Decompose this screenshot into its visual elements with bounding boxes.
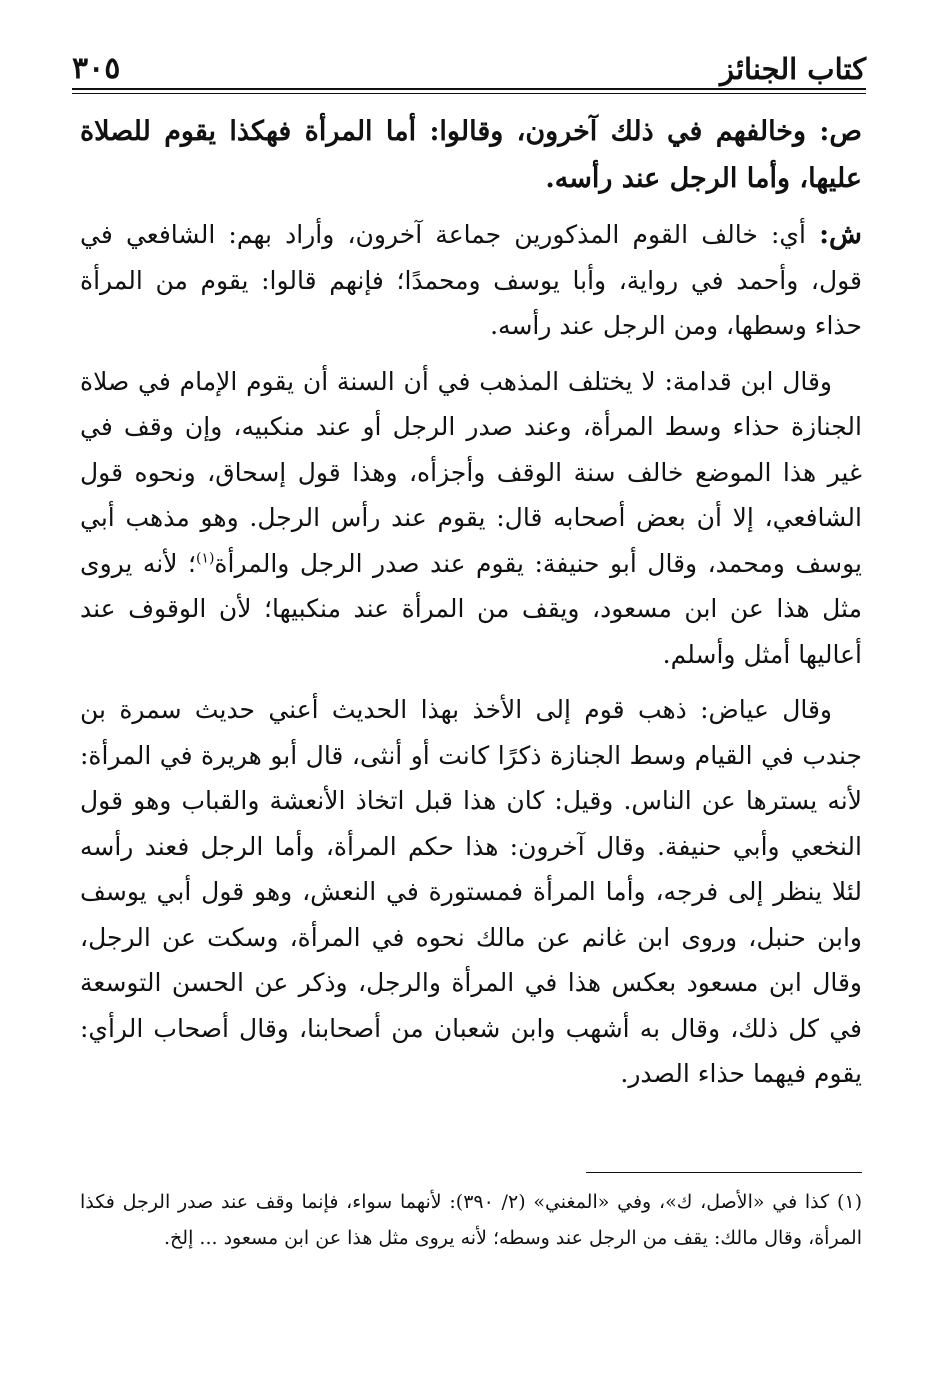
- page-number: ٣٠٥: [72, 51, 121, 86]
- iyad-paragraph: [80, 687, 862, 1097]
- ibn-qudama-paragraph: [80, 359, 862, 678]
- matn-text: وخالفهم في ذلك آخرون، وقالوا: أما المرأة فهكذا يقوم للصلاة عليها، وأما الرجل عند رأسه.: [80, 116, 862, 194]
- footnote-reference[interactable]: (١): [195, 550, 215, 567]
- iyad-text: وقال عياض: ذهب قوم إلى الأخذ بهذا الحديث أعني حديث سمرة بن جندب في القيام وسط الجنازة ذكرًا كانت أو أنثى، قال أبو هريرة في المرأة: لأنه يسترها عن الناس. وقيل: كان هذا قبل اتخاذ الأنعشة والقباب وهو قول النخعي وأبي حنيفة. وقال آخرون: هذا حكم المرأة، وأما الرجل فعند رأسه لئلا ينظر إلى فرجه، وأما المرأة فمستورة في النعش، وهو قول أبي يوسف وابن حنبل، وروى ابن غانم عن مالك نحوه في المرأة، وسكت عن الرجل، وقال ابن مسعود بعكس هذا في المرأة والرجل، وذكر عن الحسن التوسعة في كل ذلك، وقال به أشهب وابن شعبان من أصحابنا، وقال أصحاب الرأي: يقوم فيهما حذاء الصدر.: [80, 695, 862, 1088]
- matn-paragraph: [80, 108, 862, 202]
- main-text: [80, 108, 862, 1107]
- running-title: كتاب الجنائز: [719, 52, 866, 86]
- header-divider: [72, 88, 866, 94]
- matn-marker: ص:: [819, 116, 862, 147]
- footnote-text: (١) كذا في «الأصل، ك»، وفي «المغني» (٢/ ٣٩٠): لأنهما سواء، فإنما وقف عند صدر الرجل فكذا المرأة، وقال مالك: يقف من الرجل عند وسطه؛ لأنه يروى مثل هذا عن ابن مسعود ... إلخ.: [80, 1191, 862, 1249]
- sharh-marker: ش:: [819, 219, 862, 250]
- sharh-paragraph: [80, 212, 862, 349]
- ibn-qudama-text-continued: ؛ لأنه يروى مثل هذا عن ابن مسعود، ويقف من المرأة عند منكبيها؛ لأن الوقوف عند أعاليها أمثل وأسلم.: [80, 548, 862, 669]
- ibn-qudama-text: وقال ابن قدامة: لا يختلف المذهب في أن السنة أن يقوم الإمام في صلاة الجنازة حذاء وسط المرأة، وعند صدر الرجل أو عند منكبيه، وإن وقف في غير هذا الموضع خالف سنة الوقف وأجزأه، وهذا قول إسحاق، ونحوه قول الشافعي، إلا أن بعض أصحابه قال: يقوم عند رأس الرجل. وهو مذهب أبي يوسف ومحمد، وقال أبو حنيفة: يقوم عند صدر الرجل والمرأة: [80, 366, 863, 578]
- footnote: [80, 1184, 862, 1256]
- page-header: [72, 36, 866, 84]
- footnote-divider: [586, 1172, 862, 1173]
- sharh-text: أي: خالف القوم المذكورين جماعة آخرون، وأراد بهم: الشافعي في قول، وأحمد في رواية، وأبا يوسف ومحمدًا؛ فإنهم قالوا: يقوم من المرأة حذاء وسطها، ومن الرجل عند رأسه.: [80, 220, 862, 340]
